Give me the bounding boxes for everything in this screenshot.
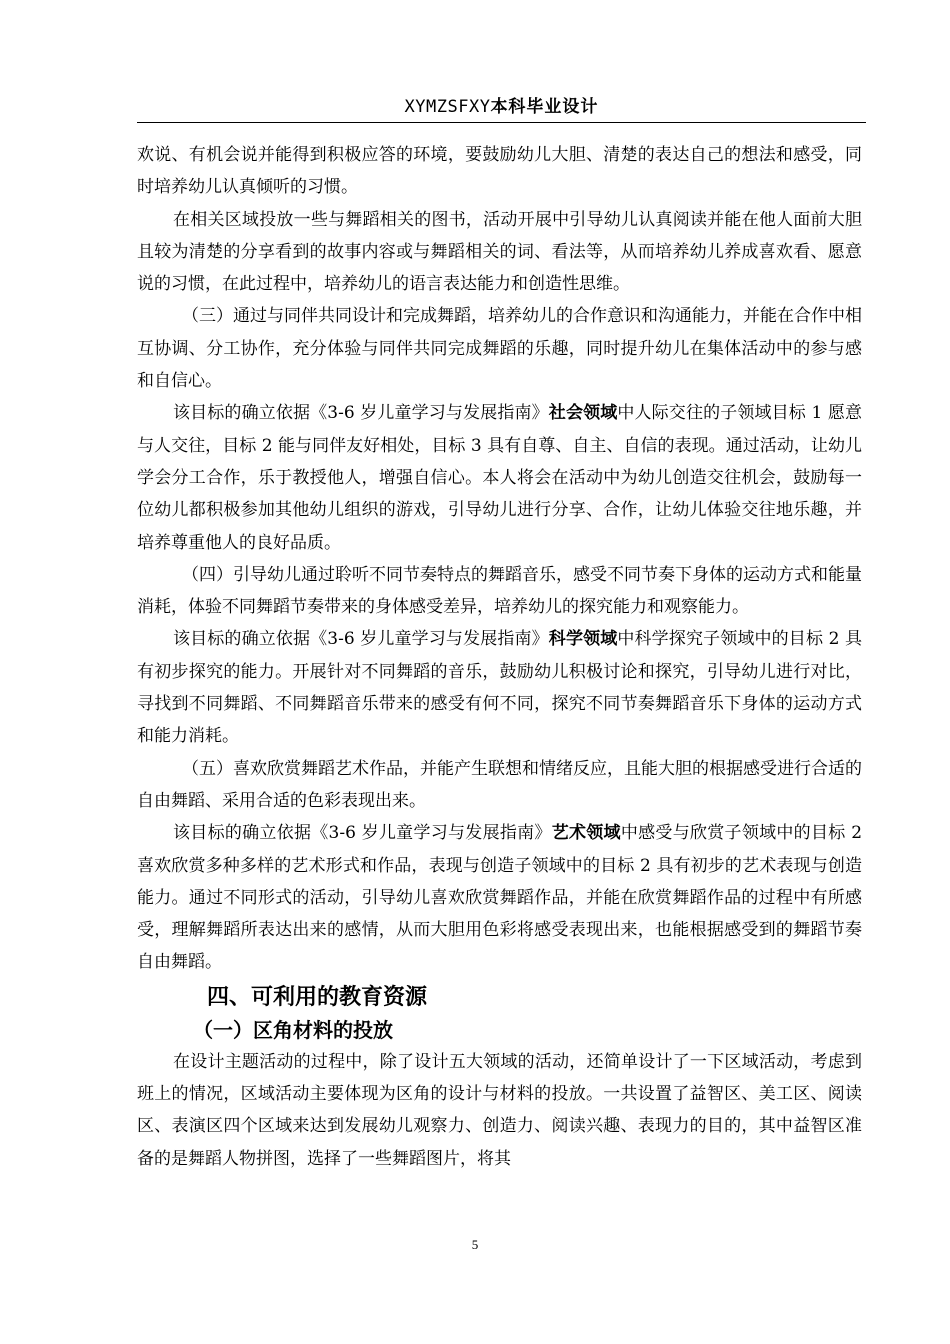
section-heading: 四、可利用的教育资源 — [207, 984, 428, 1010]
domain-science: 科学领域 — [548, 629, 618, 650]
basis-detail: 中科学探究子领域中的目标 2 具有初步探究的能力。开展针对不同舞蹈的音乐，鼓励幼儿积极讨论和探究，引导幼儿进行对比，寻找到不同舞蹈、不同舞蹈音乐带来的感受有何不同，探究不同节奏舞蹈音乐下身体的运动方式和能力消耗。 — [137, 629, 863, 747]
page-header — [137, 96, 866, 123]
domain-social: 社会领域 — [548, 403, 618, 424]
document-body — [137, 139, 862, 1175]
paragraph-art-basis — [137, 817, 862, 978]
basis-prefix: 该目标的确立依据《3-6 岁儿童学习与发展指南》 — [173, 629, 549, 650]
objective-five: （五）喜欢欣赏舞蹈艺术作品，并能产生联想和情绪反应，且能大胆的根据感受进行合适的自由舞蹈、采用合适的色彩表现出来。 — [137, 758, 862, 811]
objective-three: （三）通过与同伴共同设计和完成舞蹈，培养幼儿的合作意识和沟通能力，并能在合作中相互协调、分工协作，充分体验与同伴共同完成舞蹈的乐趣，同时提升幼儿在集体活动中的参与感和自信心。 — [137, 306, 862, 392]
basis-prefix: 该目标的确立依据《3-6 岁儿童学习与发展指南》 — [173, 823, 552, 844]
subsection-heading: （一）区角材料的投放 — [193, 1017, 393, 1042]
page-number: 5 — [471, 1237, 479, 1252]
paragraph-1: 欢说、有机会说并能得到积极应答的环境，要鼓励幼儿大胆、清楚的表达自己的想法和感受，同时培养幼儿认真倾听的习惯。 — [137, 145, 862, 198]
paragraph-social-basis — [137, 397, 862, 558]
paragraph-2: 在相关区域投放一些与舞蹈相关的图书，活动开展中引导幼儿认真阅读并能在他人面前大胆且较为清楚的分享看到的故事内容或与舞蹈相关的词、看法等，从而培养幼儿养成喜欢看、愿意说的习惯，在此过程中，培养幼儿的语言表达能力和创造性思维。 — [137, 209, 862, 295]
objective-four: （四）引导幼儿通过聆听不同节奏特点的舞蹈音乐，感受不同节奏下身体的运动方式和能量消耗，体验不同舞蹈节奏带来的身体感受差异，培养幼儿的探究能力和观察能力。 — [137, 564, 862, 618]
basis-detail: 中感受与欣赏子领域中的目标 2 喜欢欣赏多种多样的艺术形式和作品，表现与创造子领域中的目标 2 具有初步的艺术表现与创造能力。通过不同形式的活动，引导幼儿喜欢欣赏舞蹈作品，并能在欣赏舞蹈作品的过程中有所感受，理解舞蹈所表达出来的感情，从而大胆用色彩将感受表现出来，也能根据感受到的舞蹈节奏自由舞蹈。 — [137, 823, 863, 973]
basis-prefix: 该目标的确立依据《3-6 岁儿童学习与发展指南》 — [173, 403, 549, 424]
header-code: XYMZSFXY — [404, 97, 491, 117]
paragraph-science-basis — [137, 623, 862, 752]
basis-detail: 中人际交往的子领域目标 1 愿意与人交往，目标 2 能与同伴友好相处，目标 3 具有自尊、自主、自信的表现。通过活动，让幼儿学会分工合作，乐于教授他人，增强自信心。本人将会在活动中为幼儿创造交往机会，鼓励每一位幼儿都积极参加其他幼儿组织的游戏，引导幼儿进行分享、合作，让幼儿体验交往地乐趣，并培养尊重他人的良好品质。 — [137, 403, 863, 553]
domain-art: 艺术领域 — [551, 823, 621, 844]
paragraph-area-materials: 在设计主题活动的过程中，除了设计五大领域的活动，还简单设计了一下区域活动，考虑到班上的情况，区域活动主要体现为区角的设计与材料的投放。一共设置了益智区、美工区、阅读区、表演区四个区域来达到发展幼儿观察力、创造力、阅读兴趣、表现力的目的，其中益智区准备的是舞蹈人物拼图，选择了一些舞蹈图片，将其 — [137, 1051, 862, 1169]
header-title: 本科毕业设计 — [490, 97, 599, 117]
